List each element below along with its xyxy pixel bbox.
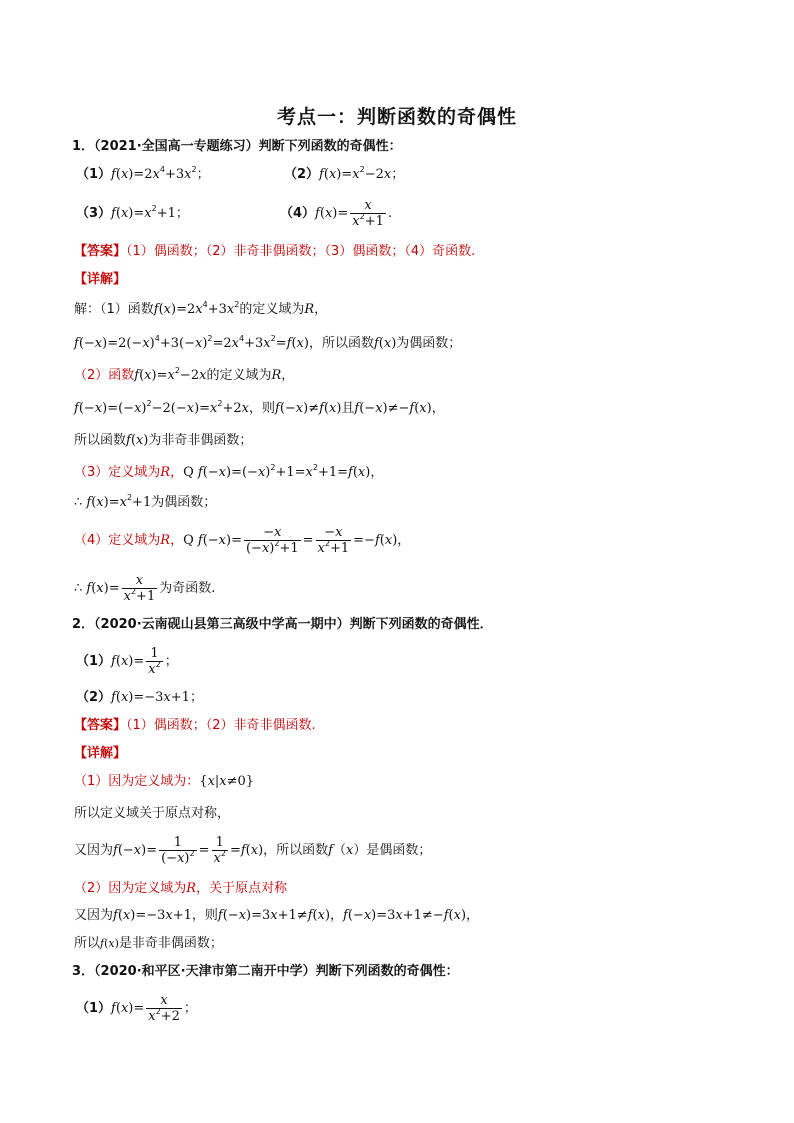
p1-sol-4: $f(-x)=(-x)^2-2(-x)=x^2+2x$，则f(−x)≠f(x)且f(−x)≠−f(x)， (74, 399, 445, 416)
p2-sol-1: （1）因为定义域为：{x|x≠0} (74, 774, 255, 789)
p1-sol-8: （4）定义域为R，Q f(−x)= $\frac{-x}{(-x)^2+1}$ = $\frac{-x}{x^2+1}$ =−f(x)， (74, 525, 411, 556)
p3-q1: （1）f(x)= $\frac{x}{x^2+2}$ ； (76, 993, 197, 1024)
p2-sol-5: 又因为f(x)=−3x+1，则f(−x)=3x+1≠f(x)，f(−x)=3x+1≠−f(x)， (74, 908, 480, 923)
p1-q4: （4）f(x)= $\frac{x}{x^2+1}$ . (280, 198, 392, 229)
problem-3-heading: 3．（2020·和平区·天津市第二南开中学）判断下列函数的奇偶性： (72, 964, 459, 979)
p2-answer: 【答案】（1）偶函数；（2）非奇非偶函数. (74, 718, 316, 733)
p1-sol-3: （2）函数$f(x)=x^2-2x$的定义域为R， (74, 366, 295, 383)
p1-sol-2: $f(-x)=2(-x)^4+3(-x)^2=2x^4+3x^2=f(x)$，所以函数f(x)为偶函数； (74, 334, 462, 351)
problem-1-heading: 1．（2021·全国高一专题练习）判断下列函数的奇偶性： (72, 139, 402, 154)
p2-sol-6: 所以f(x)是非奇非偶函数； (74, 936, 223, 951)
page-title: 考点一：判断函数的奇偶性 (276, 106, 517, 128)
p2-q1: （1）f(x)= $\frac{1}{x^2}$ ； (76, 646, 178, 677)
p1-sol-1: 解：（1）函数$f(x)=2x^4+3x^2$的定义域为R， (74, 300, 328, 317)
p1-q3: $(3)f(x)=x^2+1$； (76, 204, 189, 221)
p1-detail-tag: 【详解】 (74, 272, 127, 287)
p1-q2: $(2)f(x)=x^2-2x$； (284, 165, 405, 182)
p1-sol-7: ∴ $f(x)=x^2+1$为偶函数； (74, 493, 217, 510)
p1-sol-5: 所以函数f(x)为非奇非偶函数； (74, 433, 253, 448)
p2-sol-3: 又因为f(−x)= $\frac{1}{(-x)^2}$ = $\frac{1}{x^2}$ =f(x)，所以函数f（x）是偶函数； (74, 835, 432, 866)
p1-answer: 【答案】（1）偶函数；（2）非奇非偶函数；（3）偶函数；（4）奇函数. (74, 244, 476, 259)
p2-sol-4: （2）因为定义域为R，关于原点对称 (74, 881, 288, 896)
p2-detail-tag: 【详解】 (74, 746, 127, 761)
p1-sol-6: （3）定义域为R，Q $f(-x)=(-x)^2+1=x^2+1=f(x)$， (74, 463, 384, 480)
p1-sol-9: ∴ f(x)= $\frac{x}{x^2+1}$ 为奇函数. (74, 573, 216, 604)
p2-q2: （2）f(x)=−3x+1； (76, 690, 203, 705)
problem-2-heading: 2．（2020·云南砚山县第三高级中学高一期中）判断下列函数的奇偶性． (72, 617, 493, 632)
p2-sol-2: 所以定义域关于原点对称， (74, 806, 231, 821)
p1-q1: $(1)f(x)=2x^4+3x^2$； (76, 165, 210, 182)
